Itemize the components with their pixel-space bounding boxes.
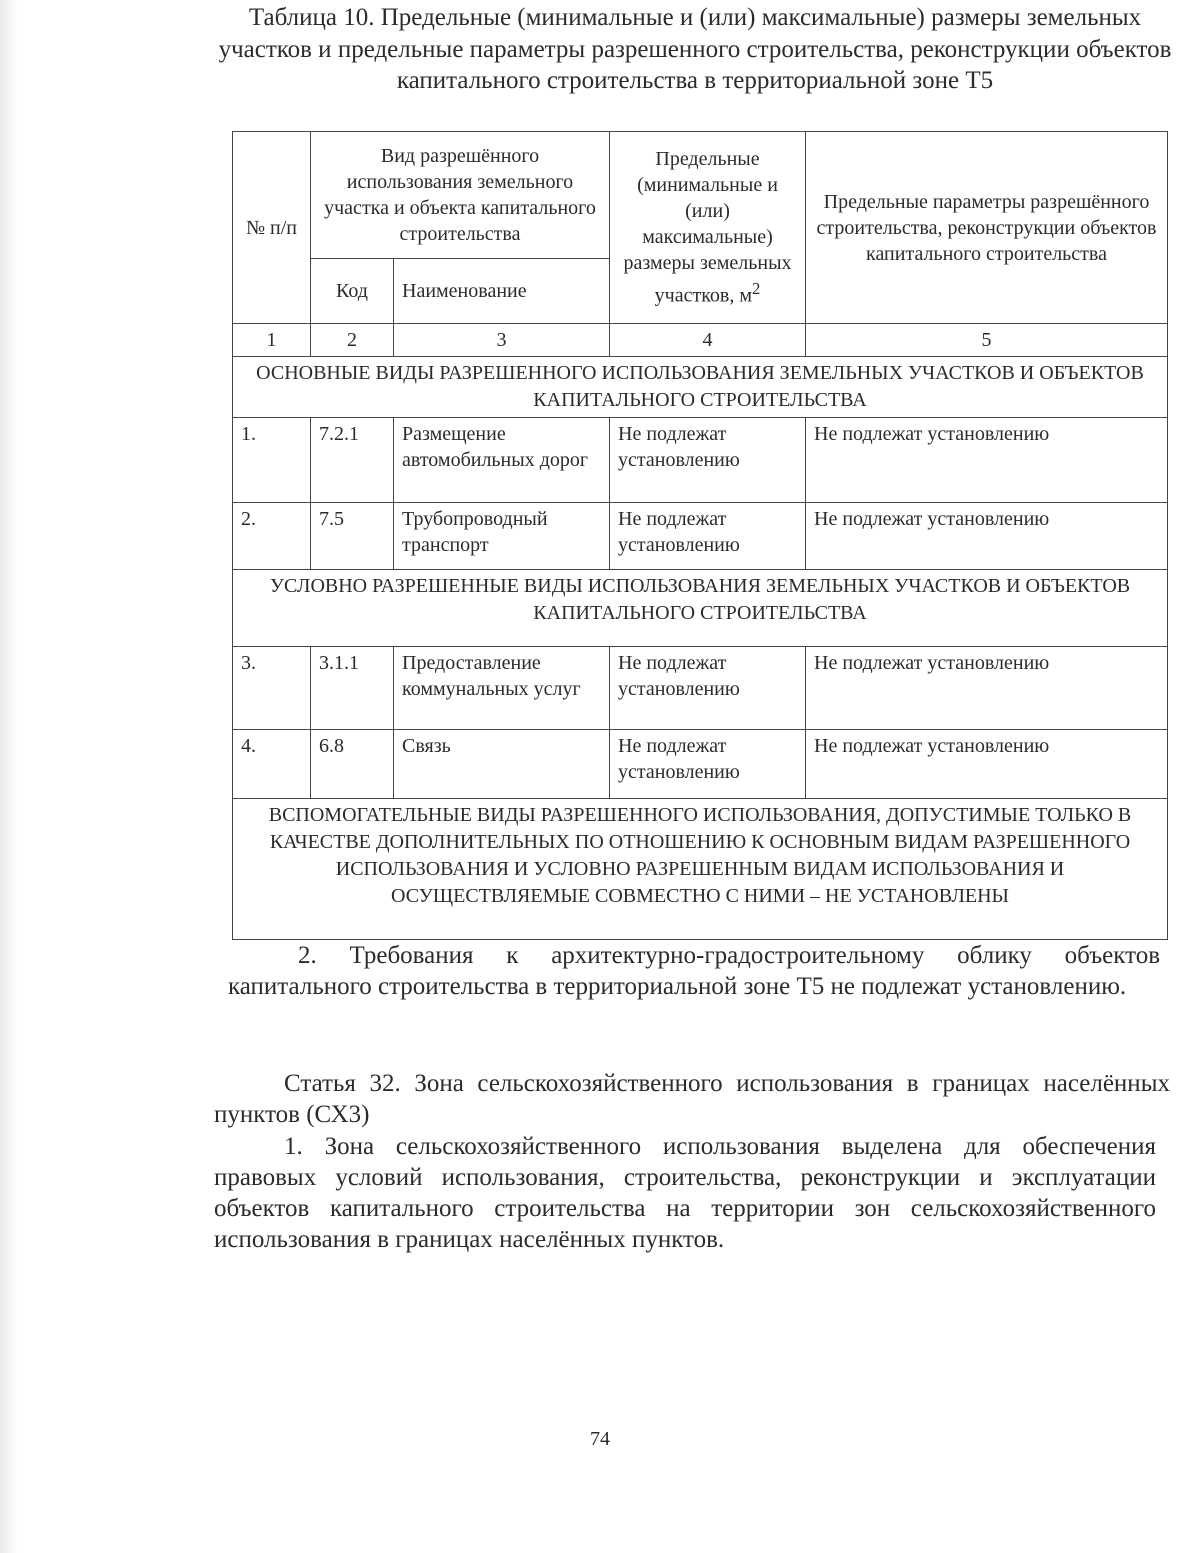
- paragraph-requirements-text: 2. Требования к архитектурно-градостроительному облику объектов капитального строительства в территориальной зоне Т5 не подлежат установлению.: [228, 942, 1160, 1000]
- row-size: Не подлежат установлению: [610, 647, 806, 730]
- header-vid: Вид разрешённого использования земельного участка и объекта капитального строительства: [311, 132, 610, 259]
- scan-edge-shadow: [0, 0, 18, 1553]
- row-name: Предоставление коммунальных услуг: [394, 647, 610, 730]
- column-number: 4: [610, 324, 806, 357]
- table-title: Таблица 10. Предельные (минимальные и (или) максимальные) размеры земельных участков и предельные параметры разрешенного строительства, реконструкции объектов капитального строительства в территориальной зоне Т5: [218, 4, 1172, 94]
- page-number: 74: [590, 1428, 610, 1450]
- section-row-main: [233, 357, 1168, 418]
- section-row-conditional: [233, 570, 1168, 647]
- section-auxiliary-label: ВСПОМОГАТЕЛЬНЫЕ ВИДЫ РАЗРЕШЕННОГО ИСПОЛЬЗОВАНИЯ, ДОПУСТИМЫЕ ТОЛЬКО В КАЧЕСТВЕ ДОПОЛНИТЕЛЬНЫХ ПО ОТНОШЕНИЮ К ОСНОВНЫМ ВИДАМ РАЗРЕШЕННОГО ИСПОЛЬЗОВАНИЯ И УСЛОВНО РАЗРЕШЕННЫМ ВИДАМ ИСПОЛЬЗОВАНИЯ И ОСУЩЕСТВЛЯЕМЫЕ СОВМЕСТНО С НИМИ – НЕ УСТАНОВЛЕНЫ: [233, 799, 1168, 940]
- row-params: Не подлежат установлению: [806, 647, 1168, 730]
- column-number: 3: [394, 324, 610, 357]
- section-main-label: ОСНОВНЫЕ ВИДЫ РАЗРЕШЕННОГО ИСПОЛЬЗОВАНИЯ ЗЕМЕЛЬНЫХ УЧАСТКОВ И ОБЪЕКТОВ КАПИТАЛЬНОГО СТРОИТЕЛЬСТВА: [233, 357, 1168, 418]
- header-razmery-sup: 2: [752, 279, 761, 299]
- row-size: Не подлежат установлению: [610, 418, 806, 503]
- row-num: 2.: [233, 503, 311, 570]
- column-number-row: [233, 324, 1168, 357]
- paragraph-zone: [214, 1131, 1156, 1255]
- row-num: 4.: [233, 730, 311, 799]
- column-number: 5: [806, 324, 1168, 357]
- header-razmery: [610, 132, 806, 324]
- paragraph-requirements: [228, 940, 1160, 1002]
- header-razmery-text: Предельные (минимальные и (или) максимальные) размеры земельных участков, м: [623, 148, 792, 307]
- article-heading-text: Статья 32. Зона сельскохозяйственного использования в границах населённых пунктов (СХ3): [214, 1070, 1170, 1128]
- article-heading: [214, 1068, 1170, 1130]
- table-row: [233, 418, 1168, 503]
- row-num: 1.: [233, 418, 311, 503]
- column-number: 2: [311, 324, 394, 357]
- row-name: Трубопроводный транспорт: [394, 503, 610, 570]
- row-code: 7.2.1: [311, 418, 394, 503]
- header-parametry: Предельные параметры разрешённого строительства, реконструкции объектов капитального строительства: [806, 132, 1168, 324]
- row-num: 3.: [233, 647, 311, 730]
- section-conditional-label: УСЛОВНО РАЗРЕШЕННЫЕ ВИДЫ ИСПОЛЬЗОВАНИЯ ЗЕМЕЛЬНЫХ УЧАСТКОВ И ОБЪЕКТОВ КАПИТАЛЬНОГО СТРОИТЕЛЬСТВА: [233, 570, 1168, 647]
- table-row: [233, 730, 1168, 799]
- row-params: Не подлежат установлению: [806, 503, 1168, 570]
- zone-t5-rules-table: [232, 131, 1168, 940]
- table-row: [233, 647, 1168, 730]
- header-naim: Наименование: [394, 259, 610, 324]
- row-name: Связь: [394, 730, 610, 799]
- header-kod: Код: [311, 259, 394, 324]
- row-name: Размещение автомобильных дорог: [394, 418, 610, 503]
- paragraph-zone-text: 1. Зона сельскохозяйственного использования выделена для обеспечения правовых условий использования, строительства, реконструкции и эксплуатации объектов капитального строительства на территории зон сельскохозяйственного использования в границах населённых пунктов.: [214, 1133, 1156, 1253]
- section-row-auxiliary: [233, 799, 1168, 940]
- row-params: Не подлежат установлению: [806, 418, 1168, 503]
- table-header-row: [233, 132, 1168, 259]
- header-num: № п/п: [233, 132, 311, 324]
- row-size: Не подлежат установлению: [610, 730, 806, 799]
- row-code: 3.1.1: [311, 647, 394, 730]
- row-code: 7.5: [311, 503, 394, 570]
- table-row: [233, 503, 1168, 570]
- row-code: 6.8: [311, 730, 394, 799]
- row-params: Не подлежат установлению: [806, 730, 1168, 799]
- column-number: 1: [233, 324, 311, 357]
- row-size: Не подлежат установлению: [610, 503, 806, 570]
